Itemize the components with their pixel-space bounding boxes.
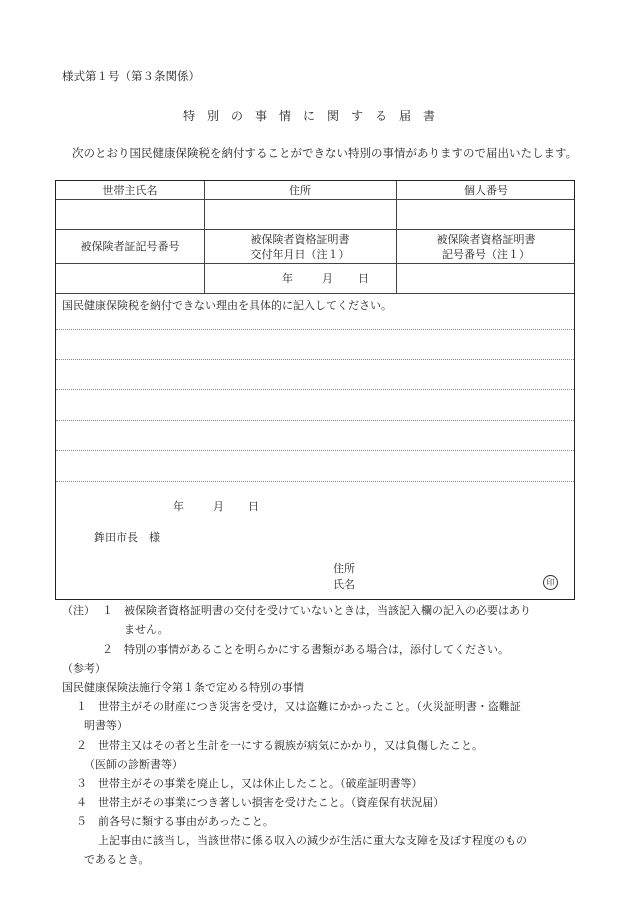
note-label: （注） [62, 604, 95, 617]
issue-date-day: 日 [358, 272, 369, 285]
ref-5: 前各号に類する事由があったこと。 [98, 815, 274, 828]
ref-3-number: ３ [76, 777, 87, 790]
reference-label: （参考） [62, 662, 106, 675]
ref-1-number: １ [76, 700, 87, 713]
application-form [55, 180, 575, 600]
header-insured-number: 被保険者証記号番号 [80, 240, 180, 253]
my-number-field[interactable] [396, 204, 576, 229]
ref-1-line1: 世帯主がその財産につき災害を受け，又は盗難にかかったこと。（火災証明書・盗難証 [98, 700, 521, 713]
sign-date-day: 日 [248, 500, 259, 513]
applicant-name-label: 氏名 [333, 578, 355, 591]
intro-text: 次のとおり国民健康保険税を納付することができない特別の事情がありますので届出いたします。 [72, 146, 578, 160]
ref-1-line2: 明書等） [84, 719, 128, 732]
header-address: 住所 [289, 184, 311, 197]
cert-number-field[interactable] [396, 267, 576, 291]
issue-date-month: 月 [322, 272, 333, 285]
seal-icon: 印 [543, 575, 558, 590]
householder-name-field[interactable] [56, 204, 204, 229]
issue-date-year: 年 [282, 272, 293, 285]
reason-label: 国民健康保険税を納付できない理由を具体的に記入してください。 [62, 299, 392, 312]
sign-date-month: 月 [213, 500, 224, 513]
reference-title: 国民健康保険法施行令第１条で定める特別の事情 [62, 681, 304, 694]
ref-3: 世帯主がその事業を廃止し，又は休止したこと。（破産証明書等） [98, 777, 423, 790]
ref-2-number: ２ [76, 739, 87, 752]
header-my-number: 個人番号 [464, 184, 508, 197]
ref-4-number: ４ [76, 796, 87, 809]
sign-date-year: 年 [173, 500, 184, 513]
ref-2-line1: 世帯主又はその者と生計を一にする親族が病気にかかり，又は負傷したこと。 [98, 739, 483, 752]
note-2: 特別の事情があることを明らかにする書類がある場合は，添付してください。 [124, 643, 509, 656]
note-1-line1: 被保険者資格証明書の交付を受けていないときは，当該記入欄の記入の必要はあり [124, 604, 531, 617]
document-title: 特別の事情に関する届書 [182, 109, 447, 123]
note-2-number: ２ [102, 643, 113, 656]
note-1-line2: ません。 [124, 623, 169, 636]
note-1-number: １ [102, 604, 113, 617]
ref-2-line2: （医師の診断書等） [84, 758, 183, 771]
header-cert-issue-date-line2: 交付年月日（注１） [250, 248, 350, 261]
reason-text-area[interactable] [58, 315, 572, 481]
insured-number-field[interactable] [56, 267, 204, 291]
ref-5-number: ５ [76, 815, 87, 828]
addressee: 鉾田市長 様 [94, 531, 160, 544]
header-cert-number-line2: 記号番号（注１） [442, 248, 530, 261]
ref-6-line2: であるとき。 [84, 853, 150, 866]
header-householder-name: 世帯主氏名 [102, 184, 158, 197]
applicant-address-label: 住所 [333, 562, 355, 575]
form-number: 様式第１号（第３条関係） [62, 69, 200, 83]
header-cert-number-line1: 被保険者資格証明書 [436, 233, 536, 246]
ref-4: 世帯主がその事業につき著しい損害を受けたこと。（資産保有状況届） [98, 796, 445, 809]
address-field[interactable] [204, 204, 396, 229]
header-cert-issue-date-line1: 被保険者資格証明書 [250, 233, 350, 246]
ref-6-line1: 上記事由に該当し，当該世帯に係る収入の減少が生活に重大な支障を及ぼす程度のもの [98, 834, 527, 847]
